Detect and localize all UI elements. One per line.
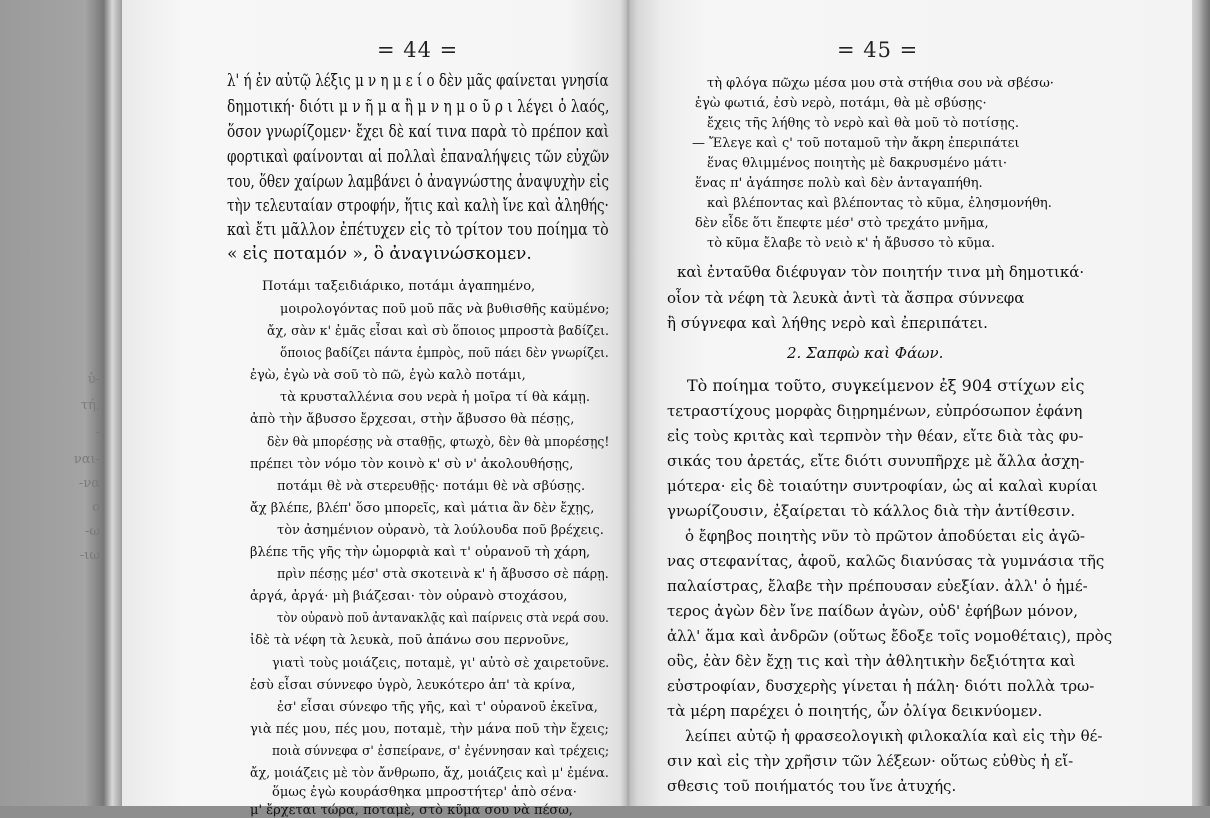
page-number: = 45 = (837, 38, 919, 62)
ghost-fragment: - (95, 425, 100, 440)
right-page (627, 0, 1197, 806)
ghost-fragment: ο (92, 500, 100, 515)
poem-line: γιατὶ τοὺς μοιάζεις, ποταμὲ, γι' αὐτὸ σὲ χαιρετοῦνε. (272, 656, 610, 671)
poem-line: ἐσὺ εἶσαι σύννεφο ὑγρὸ, λευκότερο ἀπ' τὰ κρίνα, (250, 678, 576, 693)
intro-line: ἢ σύγνεφα καὶ λήθης νερὸ καὶ ἐπεριπάτει. (667, 314, 988, 332)
body-line: λείπει αὐτῷ ἡ φρασεολογικὴ φιλοκαλία καὶ εἰς τὴν θέ- (685, 727, 1103, 745)
poem-line: πρὶν πέσῃς μέσ' στὰ σκοτεινὰ κ' ἡ ἄβυσσο σὲ πάρῃ. (277, 567, 609, 582)
prose-line: λ' ή ἐν αὐτῷ λέξις μ ν η μ ε ί ο δὲν μᾶς φαίνεται γνησία (227, 71, 609, 91)
body-line: μότερα· εἰς δὲ τοιαύτην συντροφίαν, ὡς αἱ καλαὶ κυρίαι (667, 477, 1098, 495)
body-line: σιν καὶ εἰς τὴν χρῆσιν τῶν λέξεων· οὕτως εὐθὺς ἡ εἴ- (667, 752, 1074, 770)
poem-line: ποιὰ σύννεφα σ' ἐσπείρανε, σ' ἐγέννησαν καὶ τρέχεις; (272, 744, 610, 759)
body-line: σικάς του ἀρετάς, εἴτε διότι συνυπῆρχε μὲ ἄλλα ἀσχη- (667, 452, 1085, 470)
body-line: εἰς τοὺς κριτὰς καὶ τερπνὸν τὴν θέαν, εἴτε διὰ τὰς φυ- (667, 427, 1084, 445)
body-line: Τὸ ποίημα τοῦτο, συγκείμενον ἐξ 904 στίχων εἰς (687, 376, 1085, 395)
poem-line: πρέπει τὸν νόμο τὸν κοινὸ κ' σὺ ν' ἀκολουθήσῃς, (250, 457, 574, 472)
body-line: ὁ ἔφηβος ποιητὴς νῦν τὸ πρῶτον ἀποδύεται εἰς ἀγῶ- (685, 527, 1085, 545)
body-line: τετραστίχους μορφὰς διῃρημένων, εὐπρόσωπον ἐφάνη (667, 402, 1083, 420)
poem-line: ἔχεις τῆς λήθης τὸ νερὸ καὶ θὰ μοῦ τὸ ποτίσῃς. (707, 116, 1020, 131)
poem-line: ποτάμι θὲ νὰ στερευθῇς· ποτάμι θὲ νὰ σβύσῃς. (277, 479, 586, 494)
poem-line: βλέπε τῆς γῆς τὴν ὠμορφιὰ καὶ τ' οὐρανοῦ τὴ χάρη, (250, 545, 591, 560)
intro-line: καὶ ἐνταῦθα διέφυγαν τὸν ποιητήν τινα μὴ δημοτικά· (677, 263, 1085, 281)
poem-line: δὲν θὰ μπορέσῃς νὰ σταθῇς, φτωχὸ, δὲν θὰ μπορέσῃς! (267, 435, 610, 450)
body-line: ἀλλ' ἅμα καὶ ἀνδρῶν (οὕτως ἔδοξε τοῖς νομοθέταις), πρὸς (667, 627, 1113, 645)
ghost-fragment: ὑ- (87, 372, 100, 387)
poem-line: τὸν ἀσημένιον οὐρανὸ, τὰ λούλουδα ποῦ βρέχεις. (277, 523, 604, 538)
poem-line: — Ἔλεγε καὶ ς' τοῦ ποταμοῦ τὴν ἄκρη ἐπεριπάτει (692, 136, 1020, 151)
poem-line: ἕνας π' ἀγάπησε πολὺ καὶ δὲν ἀνταγαπήθη. (695, 176, 983, 191)
body-line: νας στεφανίτας, ἀφοῦ, καλῶς διανύσας τὰ γυμνάσια τῆς (667, 552, 1105, 570)
ghost-fragment: -να (78, 476, 100, 491)
ghost-fragment: -ιω (79, 548, 100, 563)
page-number: = 44 = (377, 38, 459, 62)
poem-line: μ' ἔρχεται τώρα, ποταμὲ, στὸ κῦμα σου νὰ πέσω, (250, 803, 573, 818)
ghost-fragment: ναι- (73, 452, 100, 467)
poem-line: ἄχ βλέπε, βλέπ' ὅσο μπορεῖς, καὶ μάτια ἂν δὲν ἔχῃς, (250, 501, 595, 516)
next-page-edge (1192, 0, 1210, 806)
prose-line: καὶ ἔτι μᾶλλον ἐπέτυχεν εἰς τὸ τρίτον του ποίημα τὸ (227, 220, 609, 240)
poem-line: τὸ κῦμα ἔλαβε τὸ νειὸ κ' ἡ ἄβυσσο τὸ κῦμα. (707, 236, 995, 251)
poem-line: γιὰ πές μου, πές μου, ποταμὲ, τὴν μάνα ποῦ τὴν ἔχεις; (250, 722, 609, 737)
poem-line: ἄχ, μοιάζεις μὲ τὸν ἄνθρωπο, ἄχ, μοιάζεις καὶ μ' ἐμένα. (250, 766, 609, 781)
ghost-fragment: τή, (80, 398, 100, 413)
prose-line: ὅσον γνωρίζομεν· ἔχει δὲ καί τινα παρὰ τὸ πρέπον καὶ (227, 122, 610, 142)
body-line: τερος ἀγὼν δὲν ἴνε παίδων ἀγὼν, οὐδ' ἐφήβων μόνον, (667, 602, 1079, 620)
book-gutter (620, 0, 638, 806)
poem-line: τὸν οὐρανὸ ποῦ ἀντανακλᾷς καὶ παίρνεις στὰ νερά σου. (277, 611, 609, 626)
prose-line: δημοτική· διότι μ ν ῆ μ α ἢ μ ν η μ ο ῦ ρ ι λέγει ὁ λαός, (227, 97, 610, 117)
poem-line: ἐγὼ φωτιά, ἐσὺ νερὸ, ποτάμι, θὰ μὲ σβύσῃς· (695, 96, 987, 111)
poem-line: μοιρολογόντας ποῦ μοῦ πᾶς νὰ βυθισθῆς καϋμένο; (280, 302, 610, 317)
poem-line: καὶ βλέποντας καὶ βλέποντας τὸ κῦμα, ἐλησμονήθη. (707, 196, 1052, 211)
body-line: γνωρίζουσιν, ἐξαίρεται τὸ κάλλος διὰ τὴν ἀντίθεσιν. (667, 502, 1076, 520)
poem-line: τὰ κρυσταλλένια σου νερὰ ἡ μοῖρα τί θὰ κάμῃ. (280, 390, 590, 405)
prose-line: φορτικαὶ φαίνονται αἱ πολλαὶ ἐπαναλήψεις τῶν εὐχῶν (227, 147, 610, 167)
poem-line: Ποτάμι ταξειδιάρικο, ποτάμι ἀγαπημένο, (262, 279, 536, 294)
prose-line: τὴν τελευταίαν στροφήν, ἥτις καὶ καλὴ ἴνε καὶ ἀληθής· (227, 196, 609, 216)
body-line: οὓς, ἐὰν δὲν ἔχῃ τις καὶ τὴν ἀθλητικὴν δεξιότητα καὶ (667, 652, 1076, 670)
section-heading: 2. Σαπφὼ καὶ Φάων. (787, 344, 944, 362)
poem-line: ὅμως ἐγὼ κουράσθηκα μπροστήτερ' ἀπὸ σένα· (272, 785, 577, 800)
body-line: παλαίστρας, ἔλαβε τὴν πρέπουσαν εὐεξίαν. ἀλλ' ὁ ἡμέ- (667, 577, 1088, 595)
prose-line: του, ὅθεν χαίρων λαμβάνει ὁ ἀναγνώστης ἀναψυχὴν εἰς (227, 172, 610, 192)
previous-page-ghost-text (0, 0, 110, 806)
left-page (122, 0, 627, 818)
ghost-fragment: -ω (85, 524, 100, 539)
body-line: τὰ μέρη παρέχει ὁ ποιητής, ὧν ὀλίγα δεικνύομεν. (667, 702, 1043, 720)
poem-line: ἕνας θλιμμένος ποιητὴς μὲ δακρυσμένο μάτι· (707, 156, 1008, 171)
poem-line: ἐγὼ, ἐγὼ νὰ σοῦ τὸ πῶ, ἐγὼ καλὸ ποτάμι, (250, 368, 526, 383)
poem-line: ἄχ, σὰν κ' ἐμᾶς εἶσαι καὶ σὺ ὅποιος μπροστὰ βαδίζει. (267, 324, 609, 339)
poem-line: ἀργά, ἀργά· μὴ βιάζεσαι· τὸν οὐρανὸ στοχάσου, (250, 589, 568, 604)
prose-line: « εἰς ποταμόν », ὃ ἀναγινώσκομεν. (227, 244, 532, 264)
poem-line: ὅποιος βαδίζει πάντα ἐμπρὸς, ποῦ πάει δὲν γνωρίζει. (280, 346, 609, 361)
poem-line: ἀπὸ τὴν ἄβυσσο ἔρχεσαι, στὴν ἄβυσσο θὰ πέσῃς, (250, 412, 575, 427)
body-line: σθεσις τοῦ ποιήματός του ἴνε ἀτυχής. (667, 777, 957, 795)
body-line: εὐστροφίαν, δυσχερὴς γίνεται ἡ πάλη· διότι πολλὰ τρω- (667, 677, 1095, 695)
poem-line: τὴ φλόγα πῶχω μέσα μου στὰ στήθια σου νὰ σβέσω· (707, 76, 1054, 91)
poem-line: δὲν εἶδε ὅτι ἔπεφτε μέσ' στὸ τρεχάτο μνῆμα, (695, 216, 989, 231)
intro-line: οἷον τὰ νέφη τὰ λευκὰ ἀντὶ τὰ ἄσπρα σύννεφα (667, 289, 1025, 307)
poem-line: ἐσ' εἶσαι σύνεφο τῆς γῆς, καὶ τ' οὐρανοῦ ἐκεῖνα, (277, 700, 598, 715)
poem-line: ἰδὲ τὰ νέφη τὰ λευκὰ, ποῦ ἀπάνω σου περνοῦνε, (250, 633, 570, 648)
